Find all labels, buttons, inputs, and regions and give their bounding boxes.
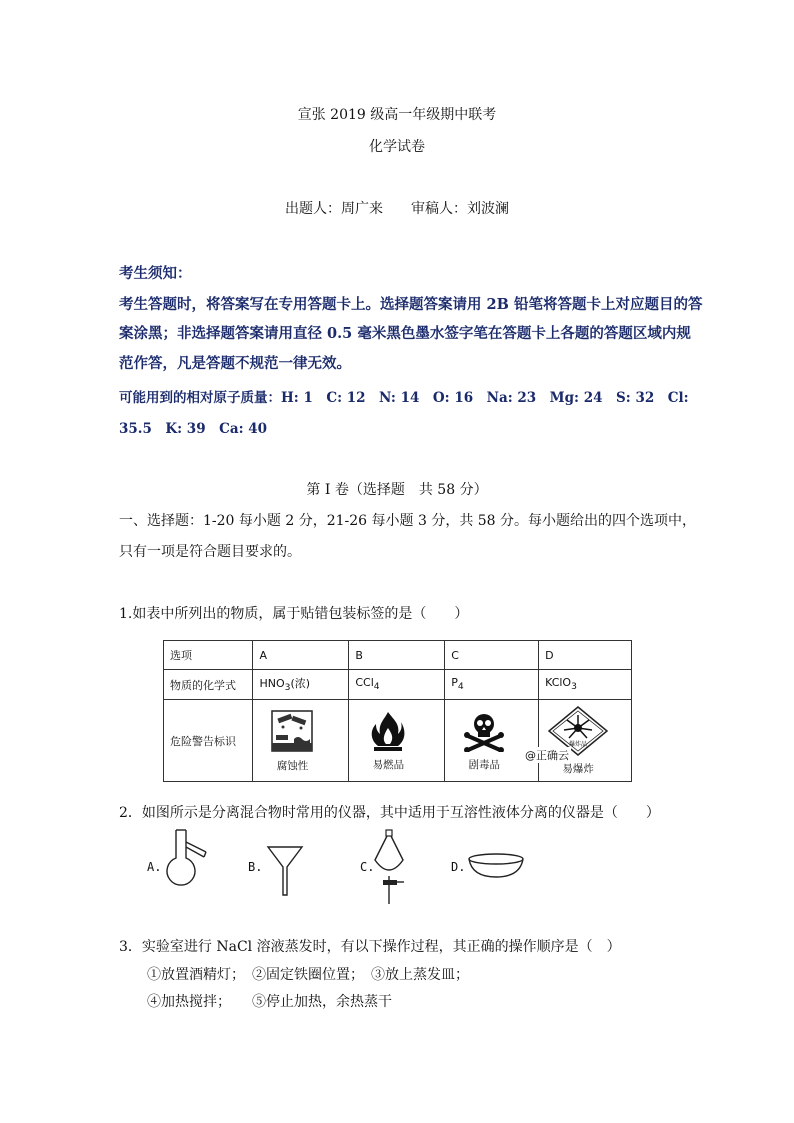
table-cell: D	[539, 641, 632, 670]
q2-stem: 2．如图所示是分离混合物时常用的仪器，其中适用于互溶性液体分离的仪器是（ ）	[119, 805, 660, 821]
subject-title: 化学试卷	[369, 139, 425, 155]
skull-crossbones-icon	[462, 710, 506, 752]
atomic-mass-line-1: 可能用到的相对原子质量：H: 1 C: 12 N: 14 O: 16 Na: 23 Mg: 24 S: 32 Cl:	[119, 390, 689, 406]
distillation-flask-icon	[162, 828, 210, 898]
option-c-label: C.	[360, 860, 375, 874]
funnel-icon	[266, 845, 304, 897]
formula-cell: CCl$_4$	[349, 670, 445, 700]
evaporating-dish-icon	[466, 851, 526, 881]
notice-line-2: 案涂黑；非选择题答案请用直径 0.5 毫米黑色墨水签字笔在答题卡上各题的答题区域内规	[119, 325, 691, 342]
exam-title: 宣张 2019 级高一年级期中联考	[297, 107, 497, 123]
sign-caption: 易爆炸	[562, 762, 594, 775]
sign-cell	[539, 700, 632, 782]
q3-steps-line-1: ①放置酒精灯； ②固定铁圈位置； ③放上蒸发皿；	[147, 967, 469, 983]
formula-cell: $HNO_3$(浓)	[253, 670, 349, 700]
table-cell: B	[349, 641, 445, 670]
q1-stem: 1.如表中所列出的物质，属于贴错包装标签的是（ ）	[119, 606, 469, 622]
formula-cell: KClO$_3$	[539, 670, 632, 700]
sign-caption: 腐蚀性	[276, 759, 309, 772]
notice-line-1: 考生答题时，将答案写在专用答题卡上。选择题答案请用 2B 铅笔将答题卡上对应题目的答	[119, 296, 703, 313]
option-d-label: D.	[451, 860, 466, 874]
sign-cell	[445, 700, 539, 782]
sign-caption: 剧毒品	[468, 758, 500, 771]
sign-inner-text: 爆炸品	[569, 740, 588, 748]
sign-cell	[253, 700, 349, 782]
table-cell: C	[445, 641, 539, 670]
table-row	[164, 700, 632, 782]
option-a-label: A.	[147, 860, 162, 874]
table-cell: 危险警告标识	[164, 700, 253, 782]
corrosive-icon	[270, 709, 314, 753]
section-title: 第 I 卷（选择题 共 58 分）	[306, 482, 488, 498]
corrosive-sign	[259, 709, 325, 773]
toxic-sign	[451, 710, 517, 772]
notice-line-3: 范作答，凡是答题不规范一律无效。	[119, 355, 351, 372]
sign-caption: 易燃品	[372, 758, 405, 771]
table-cell: A	[253, 641, 349, 670]
q3-stem: 3．实验室进行 NaCl 溶液蒸发时，有以下操作过程，其正确的操作顺序是（ ）	[119, 939, 621, 955]
section-instruction-1: 一、选择题：1-20 每小题 2 分，21-26 每小题 3 分，共 58 分。每小题给出的四个选项中，	[119, 513, 697, 529]
table-row	[164, 641, 632, 670]
explosive-sign	[545, 706, 611, 776]
authors-line: 出题人：周广来 审稿人：刘波澜	[285, 201, 509, 217]
atomic-mass-line-2: 35.5 K: 39 Ca: 40	[119, 421, 268, 437]
q3-steps-line-2: ④加热搅拌； ⑤停止加热，余热蒸干	[147, 994, 392, 1010]
table-cell: 物质的化学式	[164, 670, 253, 700]
table-cell: 选项	[164, 641, 253, 670]
option-b-label: B.	[248, 860, 263, 874]
flame-icon	[368, 710, 408, 752]
separatory-funnel-icon	[370, 828, 410, 908]
table-row	[164, 670, 632, 700]
flammable-sign	[355, 710, 421, 772]
formula-cell: $P_4$	[445, 670, 539, 700]
watermark-text: @正确云	[525, 749, 569, 762]
notice-heading: 考生须知：	[119, 265, 192, 282]
sign-cell	[349, 700, 445, 782]
section-instruction-2: 只有一项是符合题目要求的。	[119, 544, 301, 560]
